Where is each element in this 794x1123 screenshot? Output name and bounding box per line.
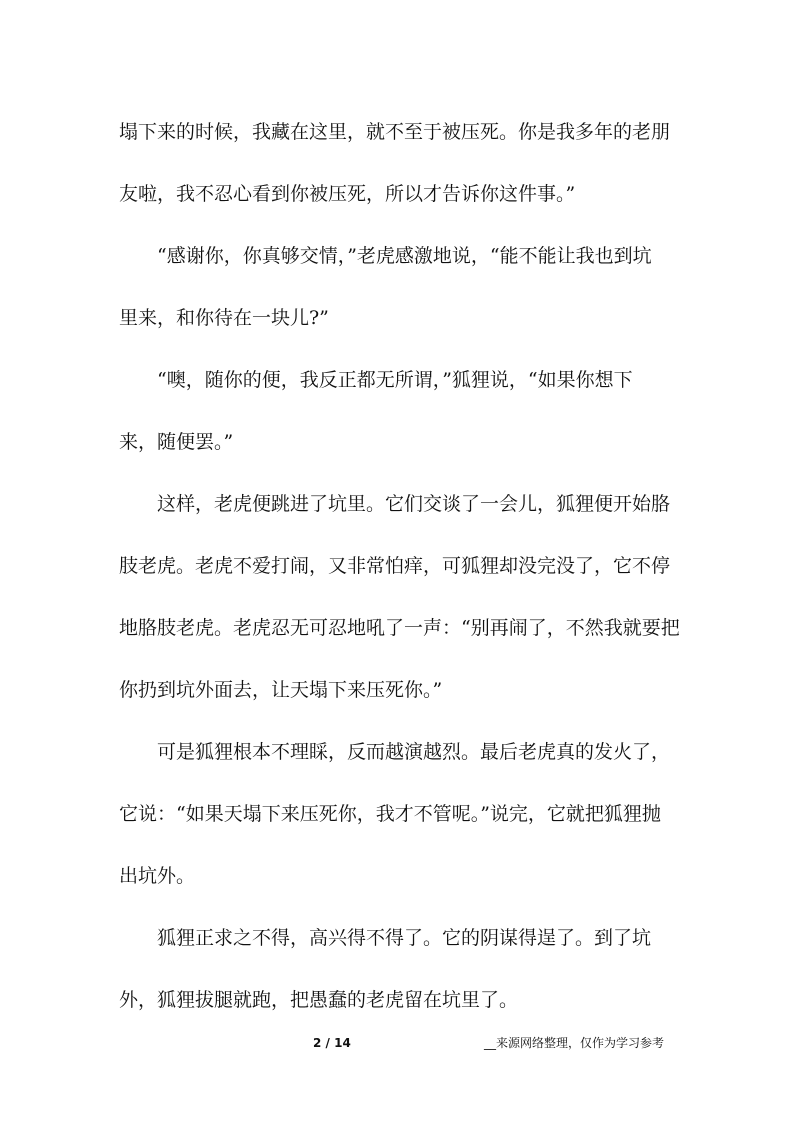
paragraph-start-line: 这样，老虎便跳进了坑里。它们交谈了一会儿，狐狸便开始胳 [157,493,671,515]
text-line: 它说：“如果天塌下来压死你，我才不管呢。”说完，它就把狐狸抛 [119,803,661,825]
text-line: 里来，和你待在一块儿?” [119,307,329,329]
paragraph-start-line: 可是狐狸根本不理睬，反而越演越烈。最后老虎真的发火了， [157,741,671,763]
text-line: 地胳肢老虎。老虎忍无可忍地吼了一声：“别再闹了，不然我就要把 [119,617,680,639]
paragraph-start-line: 狐狸正求之不得，高兴得不得了。它的阴谋得逞了。到了坑 [157,927,652,949]
text-line: 友啦，我不忍心看到你被压死，所以才告诉你这件事。” [119,183,576,205]
source-note: __来源网络整理，仅作为学习参考 [484,1036,665,1050]
text-line: 塌下来的时候，我藏在这里，就不至于被压死。你是我多年的老朋 [119,121,671,143]
page-number: 2 / 14 [313,1036,351,1050]
text-line: 肢老虎。老虎不爱打闹，又非常怕痒，可狐狸却没完没了，它不停 [119,555,671,577]
text-line: 出坑外。 [119,865,196,887]
text-line: 来，随便罢。” [119,431,234,453]
text-line: 你扔到坑外面去，让天塌下来压死你。” [119,679,443,701]
text-line: 外，狐狸拔腿就跑，把愚蠢的老虎留在坑里了。 [119,989,519,1011]
paragraph-start-line: “噢，随你的便，我反正都无所谓，”狐狸说，“如果你想下 [157,369,633,391]
paragraph-start-line: “感谢你，你真够交情，”老虎感激地说，“能不能让我也到坑 [157,245,652,267]
